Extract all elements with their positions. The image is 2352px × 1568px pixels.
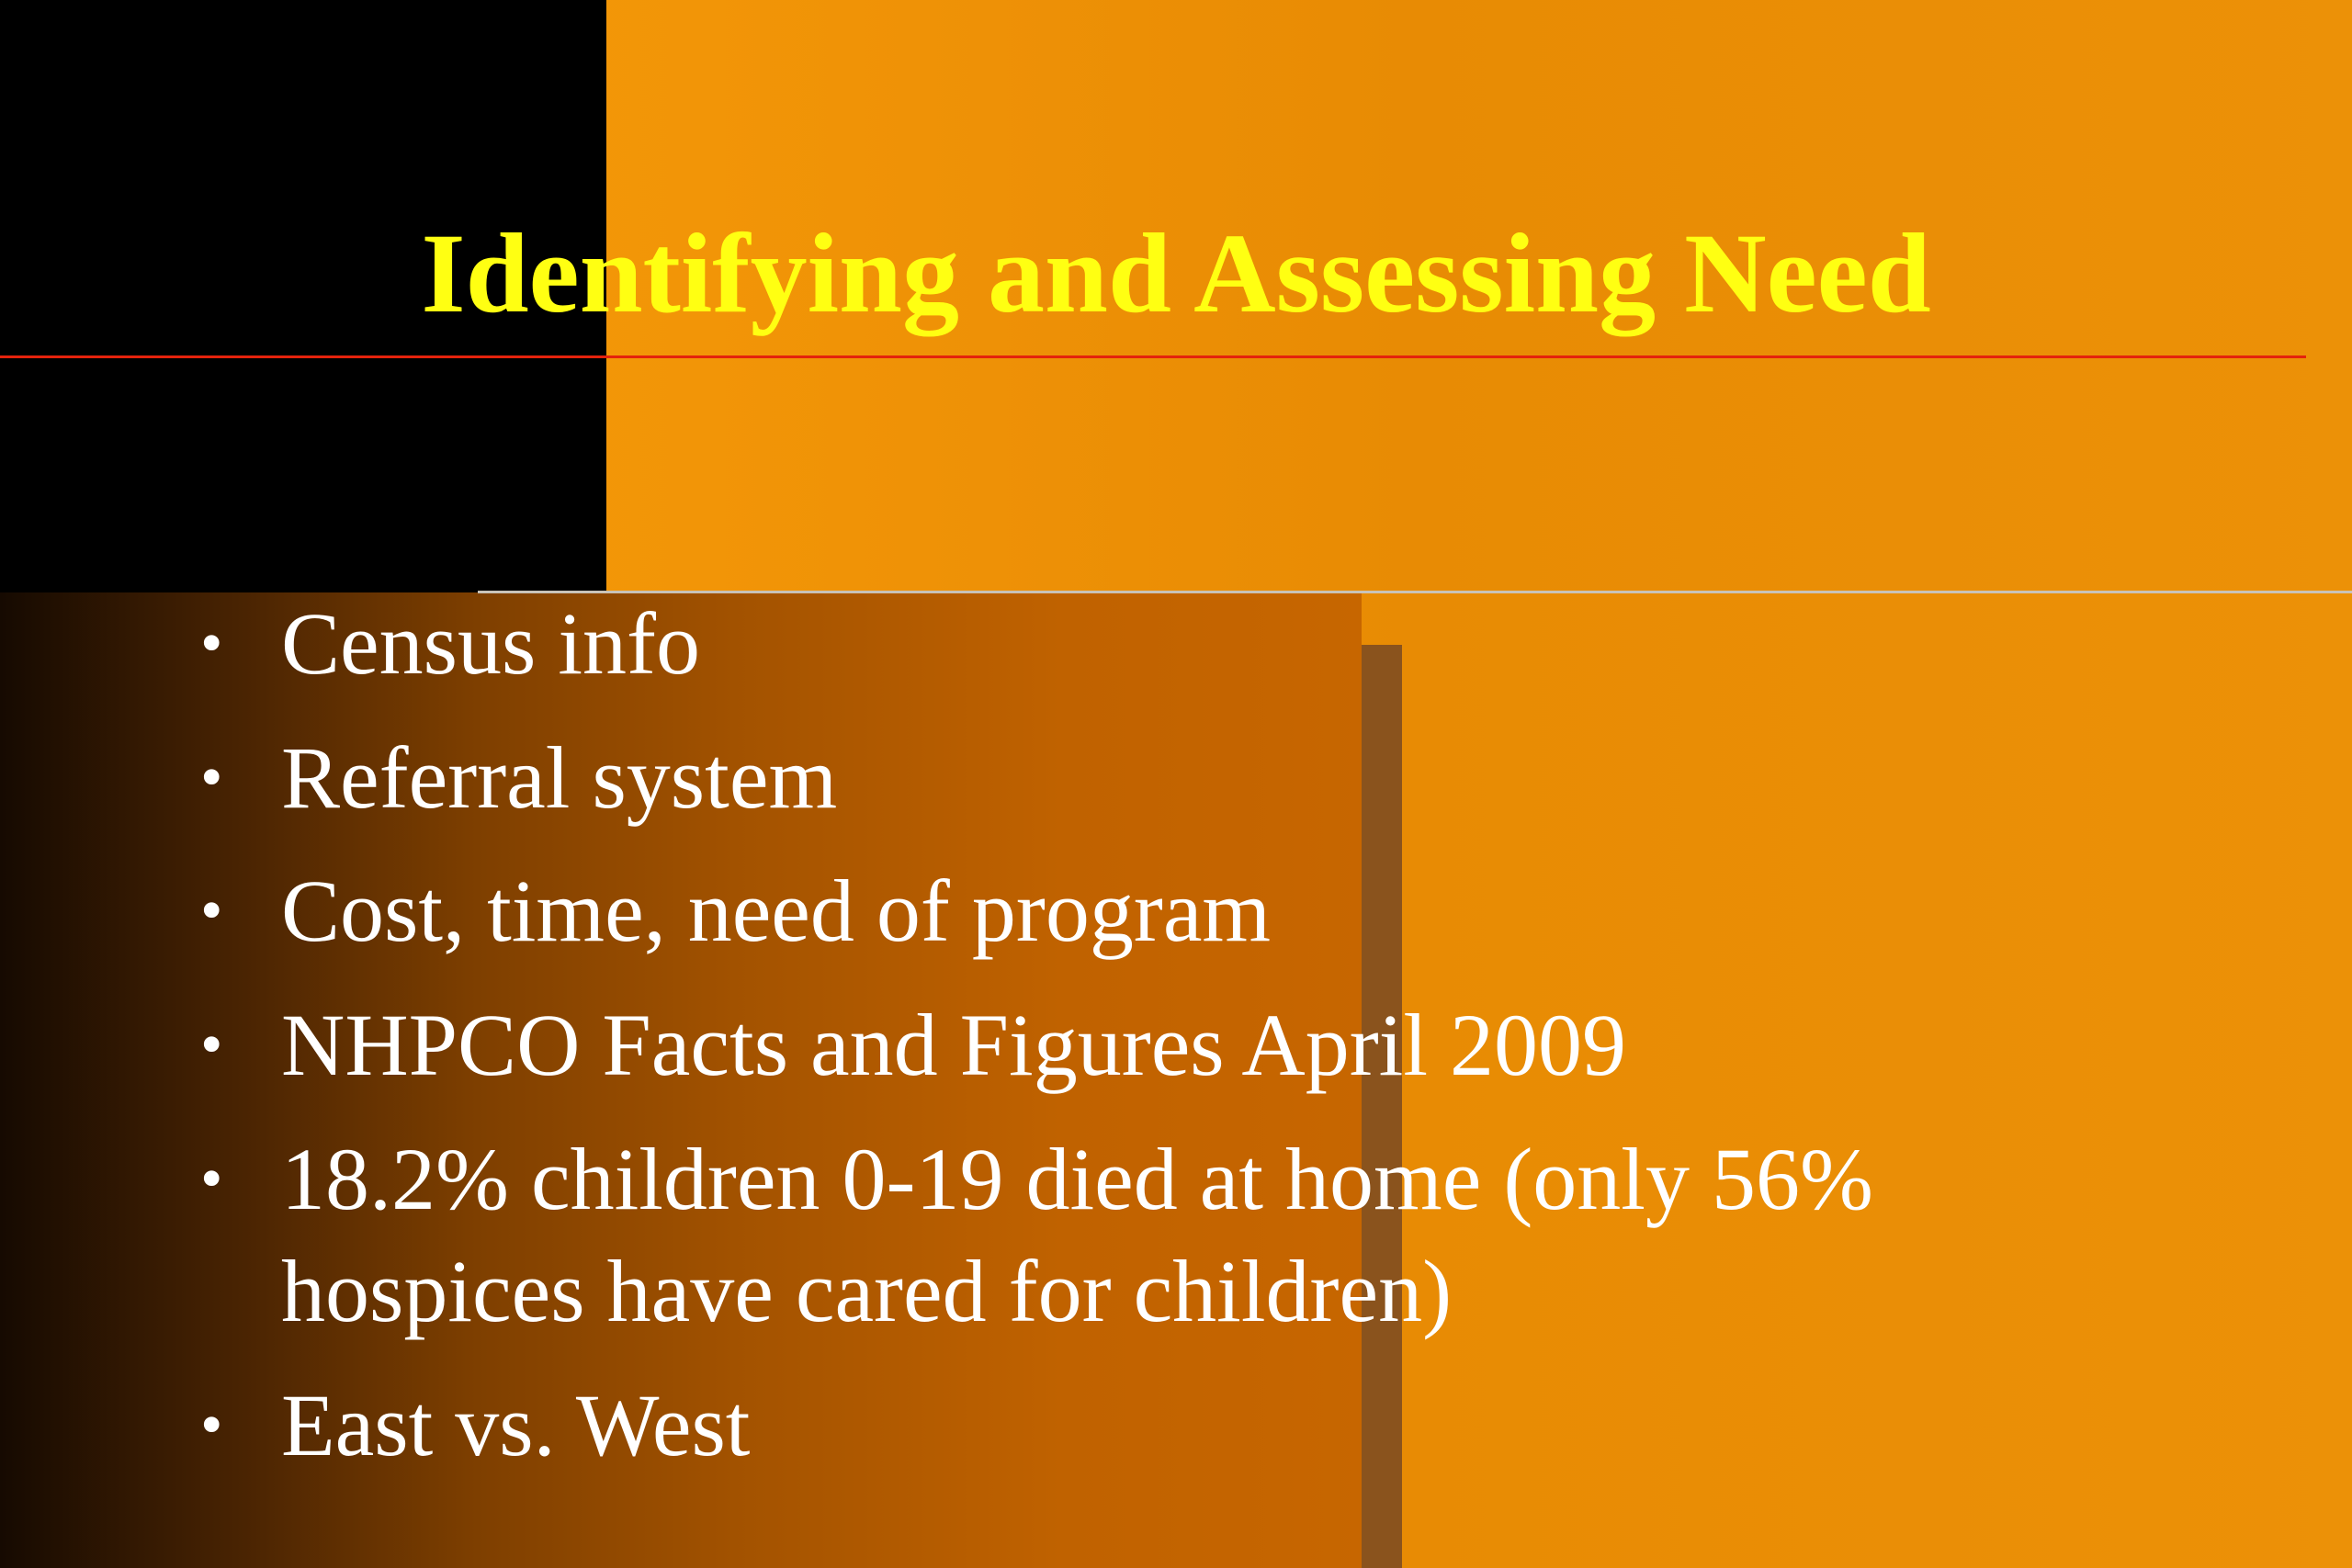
bullet-text: Cost, time, need of program bbox=[281, 862, 1272, 960]
bullet-text: Census info bbox=[281, 594, 700, 693]
panel-shadow-strip bbox=[1362, 645, 1402, 1568]
bullet-text: Referral system bbox=[281, 728, 838, 827]
bullet-marker: • bbox=[200, 742, 223, 813]
bullet-marker: • bbox=[200, 875, 223, 946]
bullet-marker: • bbox=[200, 1144, 223, 1214]
title-underline-rule bbox=[0, 355, 2306, 358]
bullet-marker: • bbox=[200, 1390, 223, 1461]
bullet-text: 18.2% children 0-19 died at home (only 56% hospices have cared for children) bbox=[281, 1130, 1873, 1340]
bullet-text: NHPCO Facts and Figures April 2009 bbox=[281, 996, 1626, 1094]
section-divider-line bbox=[478, 591, 2352, 593]
bullet-marker: • bbox=[200, 1010, 223, 1080]
bullet-text: East vs. West bbox=[281, 1376, 751, 1474]
slide-title: Identifying and Assessing Need bbox=[421, 210, 1931, 336]
bullet-marker: • bbox=[200, 608, 223, 679]
